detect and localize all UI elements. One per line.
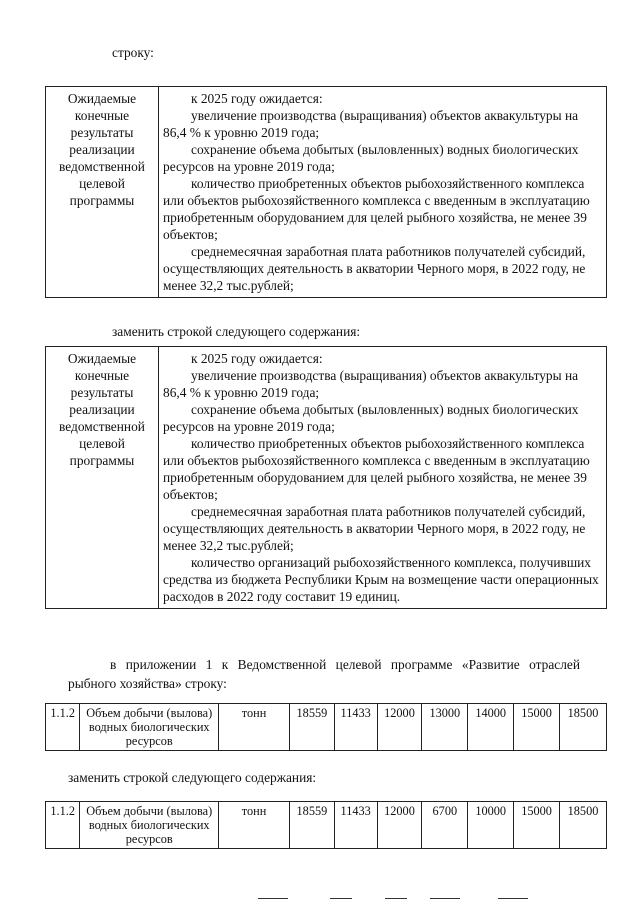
row-value: 12000: [377, 704, 422, 751]
goal-paragraph: увеличение производства (выращивания) объектов аквакультуры на 86,4 % к уровню 2019 года;: [163, 108, 579, 140]
row-number: 1.1.2: [46, 704, 80, 751]
row-value: 13000: [422, 704, 468, 751]
goal-label-line: конечные: [74, 368, 130, 383]
row-value: 18500: [560, 704, 607, 751]
goal-label-line: Ожидаемые: [67, 91, 137, 106]
goal-label-line: целевой: [79, 436, 125, 451]
row-indicator-name: Объем добычи (вылова) водных биологических ресурсов: [80, 704, 219, 751]
goal-paragraph: к 2025 году ожидается:: [191, 351, 323, 366]
footer-dash: [498, 898, 528, 899]
row-unit: тонн: [219, 704, 290, 751]
goal-label-line: ведомственной: [59, 419, 145, 434]
row-value: 10000: [468, 802, 514, 849]
goal-paragraph: количество организаций рыбохозяйственного комплекса, получивших средства из бюджета Республики Крым на возмещение части операционных расходов в 2022 году составит 19 единиц.: [163, 555, 599, 604]
row-value: 12000: [377, 802, 422, 849]
goal-paragraph: сохранение объема добытых (выловленных) водных биологических ресурсов на уровне 2019 года;: [163, 402, 579, 434]
intro-text: строку:: [112, 45, 154, 60]
goal-body-cell: [159, 87, 607, 298]
goal-label-line: результаты: [70, 385, 134, 400]
goal-label-cell: [46, 87, 159, 298]
new-row-table: [45, 801, 607, 849]
row-value: 18500: [560, 802, 607, 849]
row-value: 15000: [514, 802, 560, 849]
old-goal-table: [45, 86, 607, 298]
replace-text-1: заменить строкой следующего содержания:: [112, 324, 361, 339]
goal-body-cell: [159, 347, 607, 609]
goal-paragraph: количество приобретенных объектов рыбохозяйственного комплекса или объектов рыбохозяйственного комплекса с введенным в эксплуатацию приобретенным оборудованием для целей рыбного хозяйства, не менее 39 объектов;: [163, 176, 590, 242]
goal-paragraph: увеличение производства (выращивания) объектов аквакультуры на 86,4 % к уровню 2019 года;: [163, 368, 579, 400]
row-unit: тонн: [219, 802, 290, 849]
row-value: 11433: [334, 704, 377, 751]
footer-dash: [330, 898, 352, 899]
goal-label-line: программы: [69, 453, 135, 468]
row-indicator-name: Объем добычи (вылова) водных биологических ресурсов: [80, 802, 219, 849]
goal-paragraph: к 2025 году ожидается:: [191, 91, 323, 106]
goal-label-line: целевой: [79, 176, 125, 191]
footer-dash: [258, 898, 288, 899]
goal-label-line: реализации: [69, 142, 135, 157]
goal-label-line: ведомственной: [59, 159, 145, 174]
goal-paragraph: среднемесячная заработная плата работников получателей субсидий, осуществляющих деятельность в акватории Черного моря, в 2022 году, не менее 32,2 тыс.рублей;: [163, 504, 586, 553]
row-value: 14000: [468, 704, 514, 751]
goal-paragraph: сохранение объема добытых (выловленных) водных биологических ресурсов на уровне 2019 года;: [163, 142, 579, 174]
row-value: 18559: [289, 704, 334, 751]
row-number: 1.1.2: [46, 802, 80, 849]
footer-dash: [430, 898, 460, 899]
goal-paragraph: количество приобретенных объектов рыбохозяйственного комплекса или объектов рыбохозяйственного комплекса с введенным в эксплуатацию приобретенным оборудованием для целей рыбного хозяйства, не менее 39 объектов;: [163, 436, 590, 502]
row-value: 6700: [422, 802, 468, 849]
row-value: 11433: [334, 802, 377, 849]
goal-label-cell: [46, 347, 159, 609]
appendix-paragraph: в приложении 1 к Ведомственной целевой программе «Развитие отраслей рыбного хозяйства» строку:: [68, 657, 580, 691]
old-row-table: [45, 703, 607, 751]
goal-label-line: конечные: [74, 108, 130, 123]
goal-label-line: Ожидаемые: [67, 351, 137, 366]
goal-paragraph: среднемесячная заработная плата работников получателей субсидий, осуществляющих деятельность в акватории Черного моря, в 2022 году, не менее 32,2 тыс.рублей;: [163, 244, 586, 293]
footer-dash: [385, 898, 407, 899]
goal-label-line: результаты: [70, 125, 134, 140]
goal-label-line: реализации: [69, 402, 135, 417]
goal-label-line: программы: [69, 193, 135, 208]
new-goal-table: [45, 346, 607, 609]
row-value: 15000: [514, 704, 560, 751]
row-value: 18559: [289, 802, 334, 849]
replace-text-2: заменить строкой следующего содержания:: [68, 770, 317, 785]
